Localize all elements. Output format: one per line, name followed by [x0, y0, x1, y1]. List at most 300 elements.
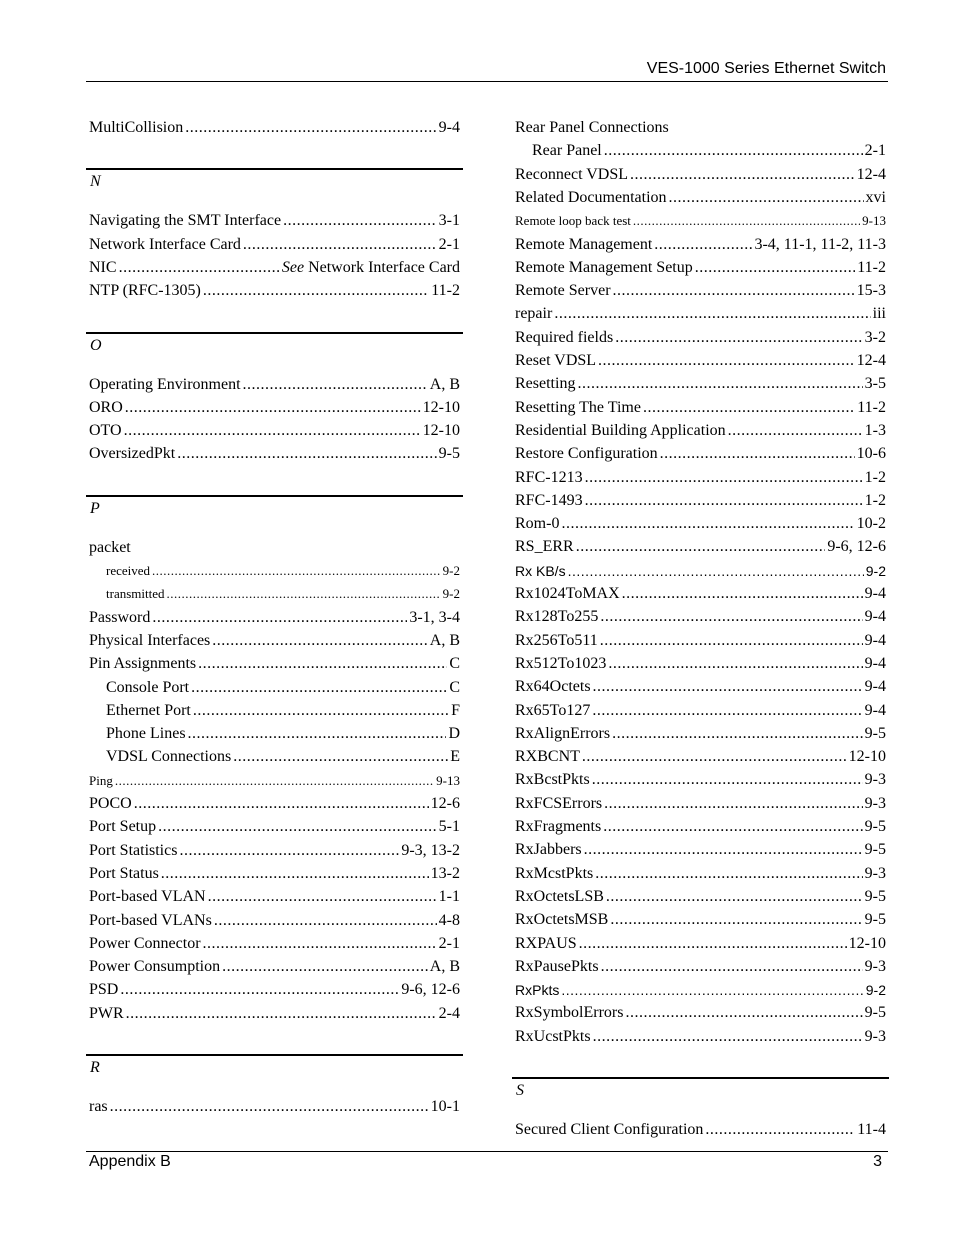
index-term: ORO — [89, 398, 123, 416]
index-entry-remote-loop-back-test — [515, 210, 886, 232]
dot-leader — [695, 257, 856, 279]
dot-leader — [669, 187, 864, 209]
index-term: RxSymbolErrors — [515, 1004, 624, 1022]
dot-leader — [585, 467, 863, 489]
dot-leader — [188, 723, 447, 745]
page-reference: 9-6, 12-6 — [401, 981, 460, 999]
index-entry-repair — [515, 303, 886, 325]
index-term: Rx128To255 — [515, 608, 599, 626]
index-term: Rom-0 — [515, 515, 560, 533]
dot-leader — [212, 630, 427, 652]
page-reference: 3-2 — [864, 328, 886, 346]
page-reference: 9-3, 13-2 — [401, 841, 460, 859]
index-entry-oro — [89, 397, 460, 419]
dot-leader — [134, 793, 429, 815]
page-reference: 1-3 — [864, 421, 886, 439]
index-entry-phone-lines — [106, 723, 460, 745]
index-entry-port-status — [89, 863, 460, 885]
footer-page-number: 3 — [873, 1153, 882, 1170]
page-reference: 3-1, 3-4 — [409, 608, 460, 626]
index-term: Required fields — [515, 328, 614, 346]
index-term: RxMcstPkts — [515, 864, 594, 882]
page-header-title: VES-1000 Series Ethernet Switch — [646, 60, 886, 77]
index-entry-psd — [89, 979, 460, 1001]
page-reference: 9-13 — [436, 772, 460, 788]
index-entry-oversizedpkt — [89, 443, 460, 465]
page-reference: 11-4 — [857, 1121, 886, 1138]
page-reference: 15-3 — [856, 282, 886, 300]
index-entry-port-based-vlan — [89, 886, 460, 908]
page-reference: 9-5 — [864, 887, 886, 905]
index-term: MultiCollision — [89, 119, 184, 136]
page-reference: 3-4, 11-1, 11-2, 11-3 — [754, 235, 886, 253]
index-term: Remote loop back test — [515, 213, 631, 229]
page-reference: 9-5 — [864, 1004, 886, 1022]
index-entry-navigating-the-smt-interface — [89, 210, 460, 232]
page-reference: 3-1 — [438, 212, 460, 230]
index-entry-rxsymbolerrors — [515, 1002, 886, 1024]
dot-leader — [214, 910, 437, 932]
page-reference: C — [449, 678, 460, 696]
index-entry-physical-interfaces — [89, 630, 460, 652]
page-reference: F — [451, 701, 460, 719]
page-reference: 1-2 — [864, 468, 886, 486]
dot-leader — [198, 653, 447, 675]
page-reference: 9-3 — [864, 957, 886, 975]
index-entry-rx128to255 — [515, 606, 886, 628]
index-entry-received — [106, 560, 460, 582]
index-entry-port-based-vlans — [89, 910, 460, 932]
dot-leader — [610, 909, 862, 931]
page-reference: A, B — [429, 375, 460, 393]
index-entry-rxucstpkts — [515, 1026, 886, 1048]
dot-leader — [115, 770, 434, 792]
index-entry-rx1024tomax — [515, 583, 886, 605]
page-reference: 11-2 — [857, 398, 886, 416]
dot-leader — [604, 793, 863, 815]
dot-leader — [600, 630, 863, 652]
index-term: Remote Management Setup — [515, 258, 693, 276]
dot-leader — [110, 1096, 429, 1118]
dot-leader — [643, 397, 855, 419]
index-entry-required-fields — [515, 327, 886, 349]
index-entry-ethernet-port — [106, 700, 460, 722]
index-entry-rom-0 — [515, 513, 886, 535]
index-term: Port-based VLAN — [89, 888, 206, 906]
dot-leader — [124, 420, 421, 442]
index-term: Rx512To1023 — [515, 654, 607, 672]
page-reference: 13-2 — [430, 864, 460, 882]
index-entry-power-consumption — [89, 956, 460, 978]
index-entry-restore-configuration — [515, 443, 886, 465]
index-term: Rx64Octets — [515, 678, 591, 696]
page-reference: D — [448, 725, 460, 743]
index-term: Reset VDSL — [515, 352, 597, 369]
dot-leader — [161, 863, 429, 885]
index-entry-secured-client-configuration — [515, 1119, 886, 1141]
page-reference: 9-4 — [864, 678, 886, 696]
index-entry-rxpausepkts — [515, 956, 886, 978]
dot-leader — [728, 420, 863, 442]
index-entry-rxfcserrors — [515, 793, 886, 815]
index-entry-reset-vdsl — [515, 350, 886, 372]
dot-leader — [179, 840, 399, 862]
dot-leader — [233, 746, 448, 768]
page-reference: 9-4 — [864, 608, 886, 626]
page-reference: 9-3 — [864, 771, 886, 789]
dot-leader — [152, 607, 407, 629]
index-term: Console Port — [106, 678, 190, 696]
section-rule-o — [86, 332, 463, 334]
dot-leader — [600, 606, 862, 628]
page-reference: 9-6, 12-6 — [827, 538, 886, 556]
page-reference: 9-2 — [442, 586, 460, 602]
page-reference: 12-4 — [856, 165, 886, 183]
index-entry-remote-server — [515, 280, 886, 302]
dot-leader — [601, 956, 863, 978]
page-reference: 10-6 — [856, 445, 886, 463]
section-rule-r — [86, 1054, 463, 1056]
index-term: repair — [515, 305, 553, 323]
dot-leader — [592, 769, 863, 791]
dot-leader — [577, 373, 862, 395]
dot-leader — [158, 816, 437, 838]
index-entry-ping — [89, 770, 460, 792]
index-term: Pin Assignments — [89, 655, 197, 673]
index-term: Rx KB/s — [515, 562, 566, 579]
index-entry-rx64octets — [515, 676, 886, 698]
index-entry-ras — [89, 1096, 460, 1118]
index-term: RxFCSErrors — [515, 794, 603, 812]
index-entry-rxalignerrors — [515, 723, 886, 745]
index-entry-resetting — [515, 373, 886, 395]
dot-leader — [660, 443, 855, 465]
page-reference: 12-10 — [422, 398, 460, 416]
dot-leader — [595, 863, 862, 885]
index-term: Phone Lines — [106, 725, 186, 743]
page-reference: 12-4 — [856, 352, 886, 369]
page-reference: C — [449, 655, 460, 673]
page-reference: 9-5 — [864, 724, 886, 742]
dot-leader — [582, 746, 847, 768]
dot-leader — [603, 816, 862, 838]
page-reference: 9-5 — [864, 818, 886, 835]
dot-leader — [608, 653, 862, 675]
index-entry-multicollision — [89, 117, 460, 139]
index-entry-power-connector — [89, 933, 460, 955]
index-term: Restore Configuration — [515, 445, 658, 463]
index-entry-rxpaus — [515, 933, 886, 955]
index-term: received — [106, 563, 151, 578]
index-entry-remote-management-setup — [515, 257, 886, 279]
index-term: RxPkts — [515, 982, 560, 999]
page-reference: E — [450, 748, 460, 766]
dot-leader — [561, 513, 854, 535]
section-letter-r: R — [90, 1059, 100, 1076]
dot-leader — [119, 257, 280, 279]
index-term: PWR — [89, 1004, 124, 1022]
page-reference: 9-3 — [864, 794, 886, 812]
section-rule-n — [86, 168, 463, 170]
index-term: NIC — [89, 258, 117, 276]
index-entry-rear-panel — [532, 140, 886, 162]
index-term: packet — [89, 538, 131, 556]
index-term: RXPAUS — [515, 934, 577, 952]
index-term: transmitted — [106, 586, 165, 602]
index-term: Operating Environment — [89, 375, 241, 393]
index-term: Reconnect VDSL — [515, 165, 629, 183]
dot-leader — [615, 327, 862, 349]
index-term: RxBcstPkts — [515, 771, 590, 789]
index-term: RxOctetsLSB — [515, 887, 604, 905]
section-rule-s — [512, 1077, 889, 1079]
dot-leader — [185, 117, 436, 139]
page-reference: xvi — [865, 188, 886, 206]
index-term: Port Statistics — [89, 841, 178, 859]
index-entry-rx65to127 — [515, 700, 886, 722]
section-rule-p — [86, 495, 463, 497]
page-reference: 9-4 — [864, 701, 886, 719]
page-reference: 9-4 — [864, 585, 886, 602]
dot-leader — [152, 560, 441, 582]
page-reference: 10-1 — [430, 1098, 460, 1115]
page-reference — [282, 257, 460, 279]
dot-leader — [203, 280, 429, 302]
dot-leader — [554, 303, 870, 325]
index-term: Port Status — [89, 864, 159, 882]
index-term: RFC-1493 — [515, 491, 583, 509]
see-reference-target: Network Interface Card — [308, 258, 460, 276]
page-reference: iii — [872, 305, 886, 323]
index-entry-rx512to1023 — [515, 653, 886, 675]
index-term: RXBCNT — [515, 748, 580, 766]
header-rule — [86, 81, 888, 82]
index-term: Rx65To127 — [515, 701, 591, 719]
index-entry-rs-err — [515, 536, 886, 558]
dot-leader — [593, 676, 863, 698]
index-term: RFC-1213 — [515, 468, 583, 486]
index-term: RxOctetsMSB — [515, 911, 609, 929]
index-entry-network-interface-card — [89, 234, 460, 256]
index-entry-port-statistics — [89, 840, 460, 862]
index-entry-residential-building-application — [515, 420, 886, 442]
page-reference: 2-1 — [438, 235, 460, 253]
dot-leader — [120, 979, 399, 1001]
index-term: Remote Server — [515, 282, 611, 300]
dot-leader — [592, 700, 862, 722]
index-term: RxUcstPkts — [515, 1027, 591, 1045]
index-entry-rxbcstpkts — [515, 769, 886, 791]
dot-leader — [630, 164, 855, 186]
index-term: RxFragments — [515, 818, 602, 835]
dot-leader — [222, 956, 428, 978]
dot-leader — [612, 723, 863, 745]
dot-leader — [126, 1003, 437, 1025]
page-reference: 9-5 — [864, 911, 886, 929]
page-reference: 12-10 — [848, 748, 886, 766]
index-entry-rfc-1213 — [515, 467, 886, 489]
index-term: Resetting — [515, 375, 576, 393]
dot-leader — [654, 234, 752, 256]
index-entry-pin-assignments — [89, 653, 460, 675]
dot-leader — [576, 536, 826, 558]
dot-leader — [561, 979, 863, 1001]
dot-leader — [125, 397, 421, 419]
index-term: Remote Management — [515, 235, 653, 253]
index-entry-port-setup — [89, 816, 460, 838]
index-entry-rfc-1493 — [515, 490, 886, 512]
index-term: ras — [89, 1098, 108, 1115]
page-reference: 9-2 — [442, 563, 460, 578]
page-reference: 9-4 — [438, 119, 460, 136]
index-term: NTP (RFC-1305) — [89, 282, 201, 300]
dot-leader — [622, 583, 863, 605]
page-reference: 12-6 — [430, 795, 460, 812]
index-entry-rxbcnt — [515, 746, 886, 768]
page-reference: 9-5 — [438, 445, 460, 463]
index-term: Secured Client Configuration — [515, 1121, 704, 1138]
index-term: PSD — [89, 981, 119, 999]
dot-leader — [585, 490, 863, 512]
page-reference: A, B — [429, 958, 460, 976]
dot-leader — [568, 560, 864, 582]
index-term: RxJabbers — [515, 841, 582, 859]
index-term: Rear Panel — [532, 142, 602, 160]
page-reference: 9-3 — [864, 1027, 886, 1045]
dot-leader — [243, 374, 428, 396]
dot-leader — [191, 677, 447, 699]
page-reference: 9-13 — [862, 213, 886, 229]
index-entry-pwr — [89, 1003, 460, 1025]
index-entry-packet — [89, 537, 460, 559]
page-reference: 9-2 — [865, 562, 886, 579]
index-term: Port-based VLANs — [89, 911, 212, 929]
section-letter-o: O — [90, 336, 102, 354]
page-reference: 9-4 — [864, 631, 886, 649]
dot-leader — [633, 210, 860, 232]
dot-leader — [606, 886, 863, 908]
index-term: Network Interface Card — [89, 235, 241, 253]
index-term: Port Setup — [89, 818, 157, 836]
page-reference: 2-4 — [438, 1004, 460, 1022]
index-term: Ping — [89, 772, 113, 788]
index-term: OTO — [89, 422, 122, 440]
index-term: RxPausePkts — [515, 957, 599, 975]
page-reference: 12-10 — [422, 422, 460, 440]
index-entry-ntp-rfc-1305 — [89, 280, 460, 302]
dot-leader — [243, 234, 437, 256]
page-reference: 11-2 — [857, 258, 886, 276]
index-entry-rxjabbers — [515, 839, 886, 861]
page-reference: 9-2 — [865, 982, 886, 999]
index-term: VDSL Connections — [106, 748, 232, 766]
page-reference: 3-5 — [864, 375, 886, 393]
footer-section-label: Appendix B — [89, 1153, 171, 1170]
page-reference: 9-4 — [864, 654, 886, 672]
index-entry-reconnect-vdsl — [515, 164, 886, 186]
dot-leader — [203, 933, 437, 955]
page-reference: 2-1 — [864, 142, 886, 160]
page-reference: 1-1 — [438, 888, 460, 906]
see-reference-label: See — [281, 258, 305, 276]
index-term: Password — [89, 608, 151, 626]
index-term: Power Connector — [89, 934, 201, 952]
index-term: Resetting The Time — [515, 398, 641, 416]
section-letter-s: S — [516, 1082, 524, 1099]
index-entry-rxoctetsmsb — [515, 909, 886, 931]
index-term: POCO — [89, 795, 132, 812]
index-term: RS_ERR — [515, 538, 574, 556]
dot-leader — [208, 886, 437, 908]
index-term: Rx1024ToMAX — [515, 585, 620, 602]
index-entry-remote-management — [515, 234, 886, 256]
index-entry-rxfragments — [515, 816, 886, 838]
page-reference: 9-5 — [864, 841, 886, 859]
index-term: Related Documentation — [515, 188, 667, 206]
index-term: Rear Panel Connections — [515, 119, 669, 136]
index-entry-rxpkts — [515, 979, 886, 1001]
page-reference: 5-1 — [438, 818, 460, 836]
index-entry-rx-kb-s — [515, 560, 886, 582]
index-term: OversizedPkt — [89, 445, 176, 463]
section-letter-p: P — [90, 499, 100, 517]
index-entry-vdsl-connections — [106, 746, 460, 768]
index-term: Residential Building Application — [515, 421, 726, 439]
dot-leader — [579, 933, 847, 955]
index-entry-console-port — [106, 677, 460, 699]
index-entry-password — [89, 607, 460, 629]
dot-leader — [593, 1026, 863, 1048]
page-reference: 9-3 — [864, 864, 886, 882]
index-term: Navigating the SMT Interface — [89, 212, 282, 230]
index-entry-oto — [89, 420, 460, 442]
dot-leader — [283, 210, 437, 232]
index-entry-operating-environment — [89, 374, 460, 396]
page-reference: 10-2 — [856, 515, 886, 533]
page-reference: 4-8 — [438, 911, 460, 929]
index-entry-rxmcstpkts — [515, 863, 886, 885]
index-term: Physical Interfaces — [89, 631, 211, 649]
index-entry-transmitted — [106, 583, 460, 605]
dot-leader — [598, 350, 855, 372]
section-letter-n: N — [90, 173, 101, 191]
dot-leader — [604, 140, 863, 162]
dot-leader — [705, 1119, 855, 1141]
page-reference: A, B — [429, 631, 460, 649]
index-entry-rear-panel-connections — [515, 117, 886, 139]
dot-leader — [167, 583, 441, 605]
index-entry-rxoctetslsb — [515, 886, 886, 908]
dot-leader — [584, 839, 863, 861]
index-term: RxAlignErrors — [515, 724, 611, 742]
index-entry-rx256to511 — [515, 630, 886, 652]
index-entry-resetting-the-time — [515, 397, 886, 419]
page-reference: 11-2 — [431, 282, 460, 300]
index-entry-nic — [89, 257, 460, 279]
dot-leader — [193, 700, 449, 722]
page-reference: 2-1 — [438, 934, 460, 952]
dot-leader — [613, 280, 855, 302]
index-entry-related-documentation — [515, 187, 886, 209]
dot-leader — [177, 443, 436, 465]
page-reference: 12-10 — [848, 934, 886, 952]
index-term: Rx256To511 — [515, 631, 598, 649]
index-term: Ethernet Port — [106, 701, 191, 719]
index-entry-poco — [89, 793, 460, 815]
footer-rule — [86, 1151, 888, 1152]
page-reference: 1-2 — [864, 491, 886, 509]
index-term: Power Consumption — [89, 958, 221, 976]
